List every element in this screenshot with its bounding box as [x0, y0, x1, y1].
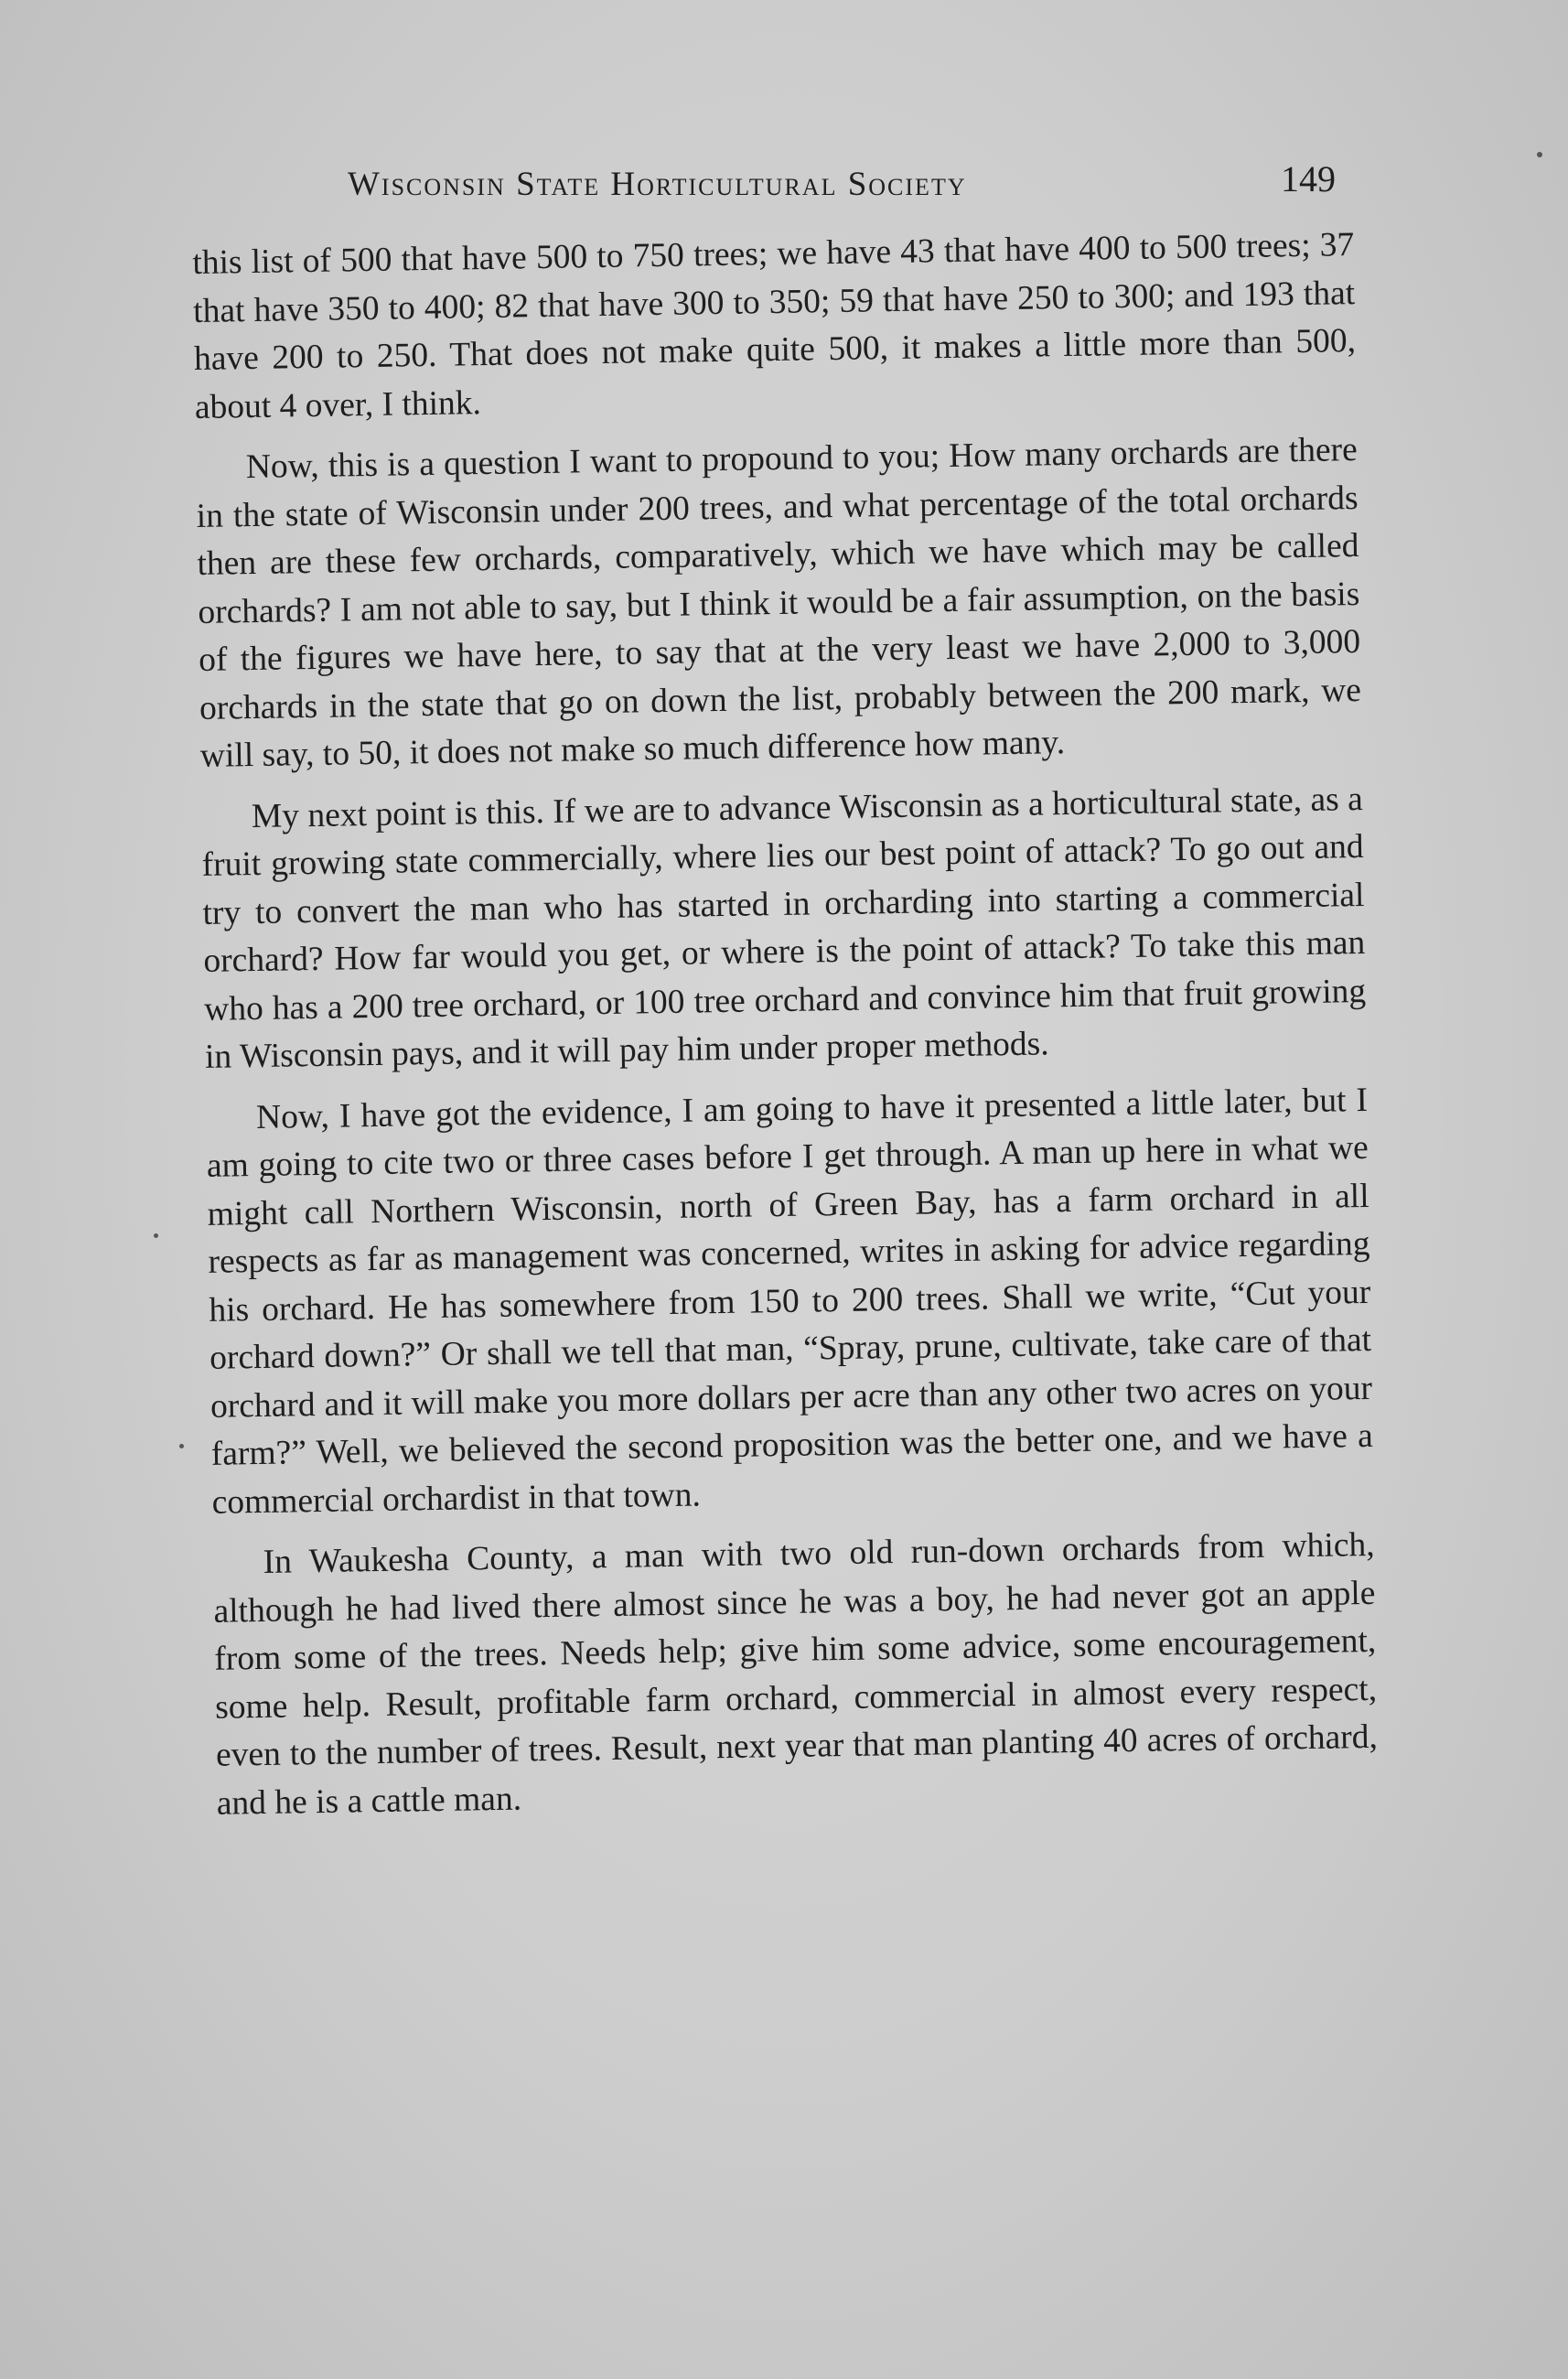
paragraph: Now, I have got the evidence, I am going to have it presented a little later, but I am going to cite two or three cases before I get through. A man up here in what we might call Northern Wisconsin, north of Green Bay, has a farm orchard in all respects as far as management was concerned, writes in asking for advice regarding his orchard. He has somewhere from 150 to 200 trees. Shall we write, “Cut your orchard down?” Or shall we tell that man, “Spray, prune, cultivate, take care of that orchard and it will make you more dollars per acre than any other two acres on your farm?” Well, we believed the second proposition was the better one, and we have a commercial orchardist in that town.	[206, 1081, 1374, 1522]
paragraph-continuation: this list of 500 that have 500 to 750 trees; we have 43 that have 400 to 500 trees; 37 that have 350 to 400; 82 that have 300 to 350; 59 that have 250 to 300; and 193 that have 200 to 250. That does not make quite 500, it makes a little more than 500, about 4 over, I think.	[192, 226, 1357, 426]
page-number: 149	[1281, 158, 1336, 199]
body-text	[192, 221, 1379, 1841]
paragraph: In Waukesha County, a man with two old run-down orchards from which, although he had lived there almost since he was a boy, he had never got an apple from some of the trees. Needs help; give him some advice, some encouragement, some help. Result, profitable farm orchard, commercial in almost every respect, even to the number of trees. Result, next year that man planting 40 acres of orchard, and he is a cattle man.	[213, 1525, 1379, 1823]
running-head: Wisconsin State Horticultural Society	[348, 166, 967, 203]
paper-speck	[1537, 152, 1542, 157]
page-header	[338, 157, 1336, 212]
paper-speck	[179, 1444, 184, 1448]
paper-speck	[154, 1233, 158, 1238]
paragraph: My next point is this. If we are to advance Wisconsin as a horticultural state, as a fruit growing state commercially, where lies our best point of attack? To go out and try to convert the man who has started in orcharding into starting a commercial orchard? How far would you get, or where is the point of attack? To take this man who has a 200 tree orchard, or 100 tree orchard and convince him that fruit growing in Wisconsin pays, and it will pay him under proper methods.	[201, 780, 1367, 1076]
paragraph: Now, this is a question I want to propound to you; How many orchards are there in the state of Wisconsin under 200 trees, and what percentage of the total orchards then are these few orchards, comparatively, which we have which may be called orchards? I am not able to say, but I think it would be a fair assumption, on the basis of the figures we have here, to say that at the very least we have 2,000 to 3,000 orchards in the state that go on down the list, probably between the 200 mark, we will say, to 50, it does not make so much difference how many.	[196, 431, 1362, 775]
